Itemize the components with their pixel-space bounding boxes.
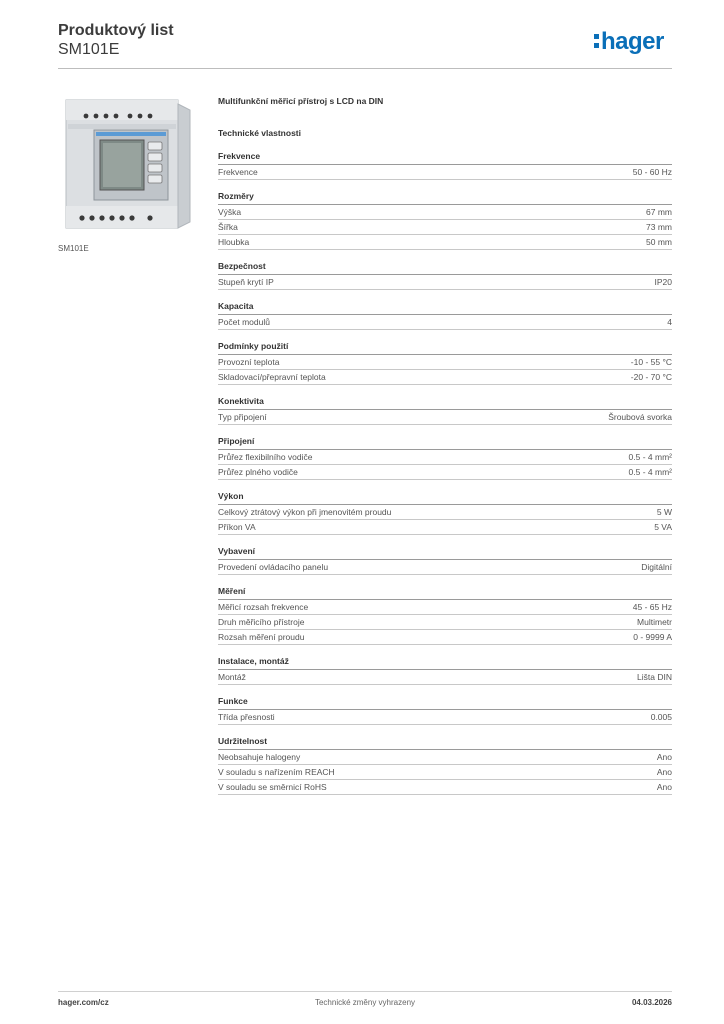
spec-sections	[218, 151, 672, 795]
section-title: Frekvence	[218, 151, 672, 165]
spec-value: Ano	[656, 782, 672, 792]
product-name: Multifunkční měřicí přístroj s LCD na DIN	[218, 96, 384, 106]
spec-section	[218, 491, 672, 535]
spec-row	[218, 205, 672, 220]
spec-label: V souladu se směrnicí RoHS	[218, 782, 327, 792]
spec-section	[218, 191, 672, 250]
spec-row	[218, 505, 672, 520]
spec-value: Multimetr	[637, 617, 672, 627]
spec-section	[218, 546, 672, 575]
spec-row	[218, 370, 672, 385]
spec-row	[218, 600, 672, 615]
spec-value: 4	[667, 317, 672, 327]
logo-colon-icon	[594, 34, 599, 48]
spec-label: Neobsahuje halogeny	[218, 752, 301, 762]
page-title: Produktový list	[58, 22, 174, 39]
spec-value: 0.005	[650, 712, 672, 722]
section-title: Udržitelnost	[218, 736, 672, 750]
spec-label: Provozní teplota	[218, 357, 280, 367]
spec-value: IP20	[654, 277, 672, 287]
spec-label: Montáž	[218, 672, 246, 682]
footer-date: 04.03.2026	[631, 998, 672, 1007]
spec-row	[218, 520, 672, 535]
document-header	[58, 21, 174, 59]
section-title: Rozměry	[218, 191, 672, 205]
spec-value: Lišta DIN	[637, 672, 672, 682]
spec-label: Provedení ovládacího panelu	[218, 562, 329, 572]
section-gap	[218, 250, 672, 261]
section-title: Měření	[218, 586, 672, 600]
spec-value: 45 - 65 Hz	[632, 602, 672, 612]
spec-label: Celkový ztrátový výkon při jmenovitém proudu	[218, 507, 392, 517]
spec-section	[218, 436, 672, 480]
section-gap	[218, 290, 672, 301]
spec-label: Průřez flexibilního vodiče	[218, 452, 313, 462]
section-gap	[218, 725, 672, 736]
spec-label: Výška	[218, 207, 242, 217]
section-title: Podmínky použití	[218, 341, 672, 355]
spec-row	[218, 315, 672, 330]
product-image	[58, 94, 204, 236]
spec-row	[218, 750, 672, 765]
footer-note: Technické změny vyhrazeny	[314, 998, 416, 1007]
spec-row	[218, 560, 672, 575]
tech-properties-title: Technické vlastnosti	[218, 128, 301, 138]
section-gap	[218, 575, 672, 586]
spec-row	[218, 275, 672, 290]
spec-row	[218, 780, 672, 795]
spec-value: Digitální	[641, 562, 672, 572]
spec-label: Frekvence	[218, 167, 258, 177]
section-gap	[218, 645, 672, 656]
section-gap	[218, 480, 672, 491]
section-title: Vybavení	[218, 546, 672, 560]
spec-value: Ano	[656, 752, 672, 762]
spec-value: 50 - 60 Hz	[632, 167, 672, 177]
spec-value: -10 - 55 °C	[630, 357, 672, 367]
spec-row	[218, 450, 672, 465]
section-gap	[218, 385, 672, 396]
spec-label: V souladu s nařízením REACH	[218, 767, 335, 777]
product-code: SM101E	[58, 41, 120, 58]
spec-value: Šroubová svorka	[608, 412, 672, 422]
spec-section	[218, 736, 672, 795]
spec-label: Měřicí rozsah frekvence	[218, 602, 309, 612]
spec-value: 67 mm	[646, 207, 672, 217]
spec-value: Ano	[656, 767, 672, 777]
spec-row	[218, 630, 672, 645]
spec-section	[218, 261, 672, 290]
spec-row	[218, 410, 672, 425]
spec-label: Příkon VA	[218, 522, 256, 532]
spec-section	[218, 301, 672, 330]
section-title: Připojení	[218, 436, 672, 450]
spec-row	[218, 765, 672, 780]
spec-value: 73 mm	[646, 222, 672, 232]
header-divider	[58, 68, 672, 69]
specs-content	[218, 95, 672, 795]
section-title: Konektivita	[218, 396, 672, 410]
section-gap	[218, 535, 672, 546]
spec-section	[218, 396, 672, 425]
spec-label: Šířka	[218, 222, 238, 232]
spec-label: Hloubka	[218, 237, 250, 247]
spec-value: 50 mm	[646, 237, 672, 247]
spec-value: 0.5 - 4 mm²	[628, 452, 672, 462]
section-title: Výkon	[218, 491, 672, 505]
image-caption: SM101E	[58, 244, 89, 253]
section-gap	[218, 425, 672, 436]
section-gap	[218, 180, 672, 191]
spec-row	[218, 670, 672, 685]
section-title: Kapacita	[218, 301, 672, 315]
spec-section	[218, 586, 672, 645]
spec-section	[218, 151, 672, 180]
spec-value: 5 W	[656, 507, 672, 517]
spec-value: 0.5 - 4 mm²	[628, 467, 672, 477]
spec-row	[218, 710, 672, 725]
spec-row	[218, 355, 672, 370]
spec-label: Třída přesnosti	[218, 712, 275, 722]
footer-website[interactable]: hager.com/cz	[58, 998, 109, 1007]
spec-label: Rozsah měření proudu	[218, 632, 305, 642]
spec-row	[218, 220, 672, 235]
spec-value: 0 - 9999 A	[633, 632, 672, 642]
spec-row	[218, 165, 672, 180]
section-title: Funkce	[218, 696, 672, 710]
spec-label: Počet modulů	[218, 317, 270, 327]
section-gap	[218, 685, 672, 696]
hager-logo	[594, 28, 664, 56]
footer-divider	[58, 991, 672, 992]
section-gap	[218, 330, 672, 341]
spec-label: Skladovací/přepravní teplota	[218, 372, 326, 382]
spec-label: Druh měřicího přístroje	[218, 617, 305, 627]
section-title: Bezpečnost	[218, 261, 672, 275]
spec-value: -20 - 70 °C	[630, 372, 672, 382]
logo-text: hager	[601, 28, 664, 55]
spec-value: 5 VA	[654, 522, 672, 532]
spec-section	[218, 341, 672, 385]
spec-row	[218, 465, 672, 480]
spec-row	[218, 235, 672, 250]
spec-label: Průřez plného vodiče	[218, 467, 298, 477]
spec-section	[218, 656, 672, 685]
spec-section	[218, 696, 672, 725]
spec-row	[218, 615, 672, 630]
spec-label: Stupeň krytí IP	[218, 277, 274, 287]
section-title: Instalace, montáž	[218, 656, 672, 670]
spec-label: Typ připojení	[218, 412, 267, 422]
